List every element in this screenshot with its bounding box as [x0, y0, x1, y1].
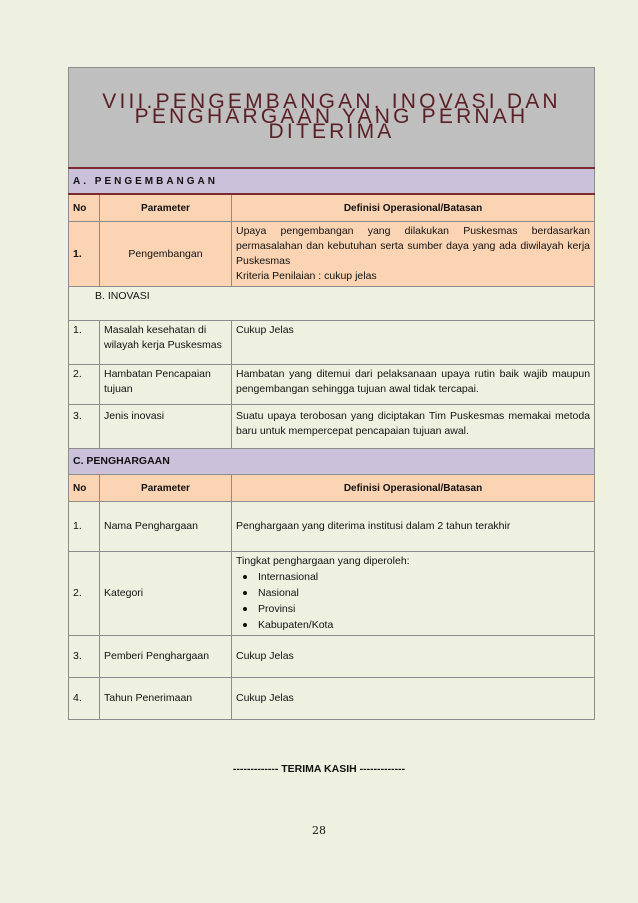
row-parameter: Kategori: [100, 552, 232, 636]
table-row: [69, 365, 595, 405]
header-definition: Definisi Operasional/Batasan: [232, 194, 595, 222]
row-number: 2.: [69, 552, 100, 636]
section-b-heading: B. INOVASI: [69, 287, 595, 321]
row-number: 4.: [69, 678, 100, 720]
row-number: 2.: [69, 365, 100, 405]
table-row: [69, 502, 595, 552]
closing-text: ------------- TERIMA KASIH -------------: [232, 763, 406, 775]
page-number: 28: [312, 824, 326, 837]
header-no: No: [69, 475, 100, 502]
row-number: 1.: [69, 502, 100, 552]
list-item: Kabupaten/Kota: [258, 617, 590, 633]
section-c-header-row: [69, 475, 595, 502]
category-list: [236, 569, 590, 633]
header-parameter: Parameter: [100, 194, 232, 222]
criteria-text: Kriteria Penilaian : cukup jelas: [236, 270, 377, 282]
row-parameter: Pengembangan: [100, 222, 232, 287]
row-number: 3.: [69, 636, 100, 678]
table-row: [69, 678, 595, 720]
header-parameter: Parameter: [100, 475, 232, 502]
section-c-heading: C. PENGHARGAAN: [69, 449, 595, 475]
header-definition: Definisi Operasional/Batasan: [232, 475, 595, 502]
section-a-heading: A. PENGEMBANGAN: [69, 168, 595, 194]
row-number: 3.: [69, 405, 100, 449]
table-row: [69, 405, 595, 449]
row-definition: Suatu upaya terobosan yang diciptakan Tim Puskesmas memakai metoda baru untuk mempercepat pencapaian tujuan awal.: [232, 405, 595, 449]
row-parameter: Tahun Penerimaan: [100, 678, 232, 720]
page-title: VIII.PENGEMBANGAN, INOVASI DAN PENGHARGAAN YANG PERNAH DITERIMA: [69, 68, 595, 169]
definitions-table: [68, 67, 595, 720]
list-item: Internasional: [258, 569, 590, 585]
table-row: [69, 552, 595, 636]
row-parameter: Masalah kesehatan di wilayah kerja Puskesmas: [100, 321, 232, 365]
row-parameter: Nama Penghargaan: [100, 502, 232, 552]
row-definition: [232, 222, 595, 287]
document-page: [68, 67, 594, 720]
table-row: [69, 636, 595, 678]
row-definition: Hambatan yang ditemui dari pelaksanaan upaya rutin baik wajib maupun pengembangan sehingga tujuan awal tidak tercapai.: [232, 365, 595, 405]
row-definition: Penghargaan yang diterima institusi dalam 2 tahun terakhir: [232, 502, 595, 552]
row-parameter: Pemberi Penghargaan: [100, 636, 232, 678]
header-no: No: [69, 194, 100, 222]
table-row: [69, 321, 595, 365]
section-a-header-row: [69, 194, 595, 222]
row-definition: Cukup Jelas: [232, 678, 595, 720]
table-row: [69, 222, 595, 287]
row-parameter: Jenis inovasi: [100, 405, 232, 449]
definition-text: Tingkat penghargaan yang diperoleh:: [236, 555, 410, 567]
row-parameter: Hambatan Pencapaian tujuan: [100, 365, 232, 405]
row-definition: [232, 552, 595, 636]
list-item: Nasional: [258, 585, 590, 601]
row-number: 1.: [69, 321, 100, 365]
list-item: Provinsi: [258, 601, 590, 617]
row-definition: Cukup Jelas: [232, 321, 595, 365]
row-number: 1.: [69, 222, 100, 287]
definition-text: Upaya pengembangan yang dilakukan Puskesmas berdasarkan permasalahan dan kebutuhan serta sumber daya yang ada diwilayah kerja Puskesmas: [236, 225, 591, 267]
row-definition: Cukup Jelas: [232, 636, 595, 678]
